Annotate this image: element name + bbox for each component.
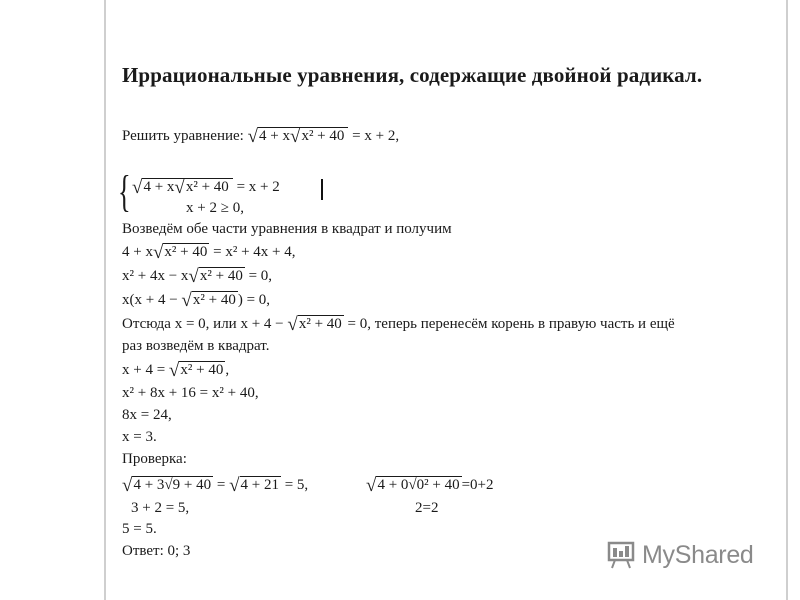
hence-line-2: раз возведём в квадрат. [122, 338, 270, 354]
task-line: Решить уравнение: √4 + x√x² + 40 = x + 2, [122, 126, 400, 147]
outer-radical: √4 + x√x² + 40 [248, 127, 349, 145]
right-page-edge [786, 0, 788, 600]
equation-line-1: 4 + x√x² + 40 = x² + 4x + 4, [122, 242, 296, 263]
equation-line-3: x(x + 4 − √x² + 40 ) = 0, [122, 290, 271, 311]
answer-line: Ответ: 0; 3 [122, 543, 191, 559]
equation-line-7: x = 3. [122, 429, 157, 445]
check-line-1: √4 + 3√9 + 40 = √4 + 21 = 5, [122, 475, 309, 496]
task-label: Решить уравнение: [122, 128, 244, 144]
equation-line-6: 8x = 24, [122, 407, 172, 423]
square-both-text: Возведём обе части уравнения в квадрат и получим [122, 221, 452, 237]
equation-line-5: x² + 8x + 16 = x² + 40, [122, 385, 259, 401]
check-line-1b: √4 + 0√0² + 40 =0+2 [366, 475, 494, 496]
left-page-edge [104, 0, 106, 600]
hence-line: Отсюда x = 0, или x + 4 − √x² + 40 = 0, теперь перенесём корень в правую часть и ещё [122, 314, 675, 335]
check-line-3: 5 = 5. [122, 521, 157, 537]
check-label: Проверка: [122, 451, 187, 467]
page-title: Иррациональные уравнения, содержащие двойной радикал. [122, 63, 703, 87]
check-line-2: 3 + 2 = 5, [131, 500, 190, 516]
equation-line-4: x + 4 = √x² + 40 , [122, 360, 230, 381]
myshared-watermark [606, 535, 754, 575]
system-brace: { [118, 167, 131, 216]
system-line-2: x + 2 ≥ 0, [186, 200, 244, 216]
presentation-board-icon [606, 540, 636, 570]
check-line-2b: 2=2 [415, 500, 439, 516]
system-line-1: √4 + x√x² + 40 = x + 2 [132, 177, 280, 198]
equation-line-2: x² + 4x − x√x² + 40 = 0, [122, 266, 273, 287]
watermark-text: MyShared [642, 540, 754, 569]
text-cursor [321, 179, 323, 200]
